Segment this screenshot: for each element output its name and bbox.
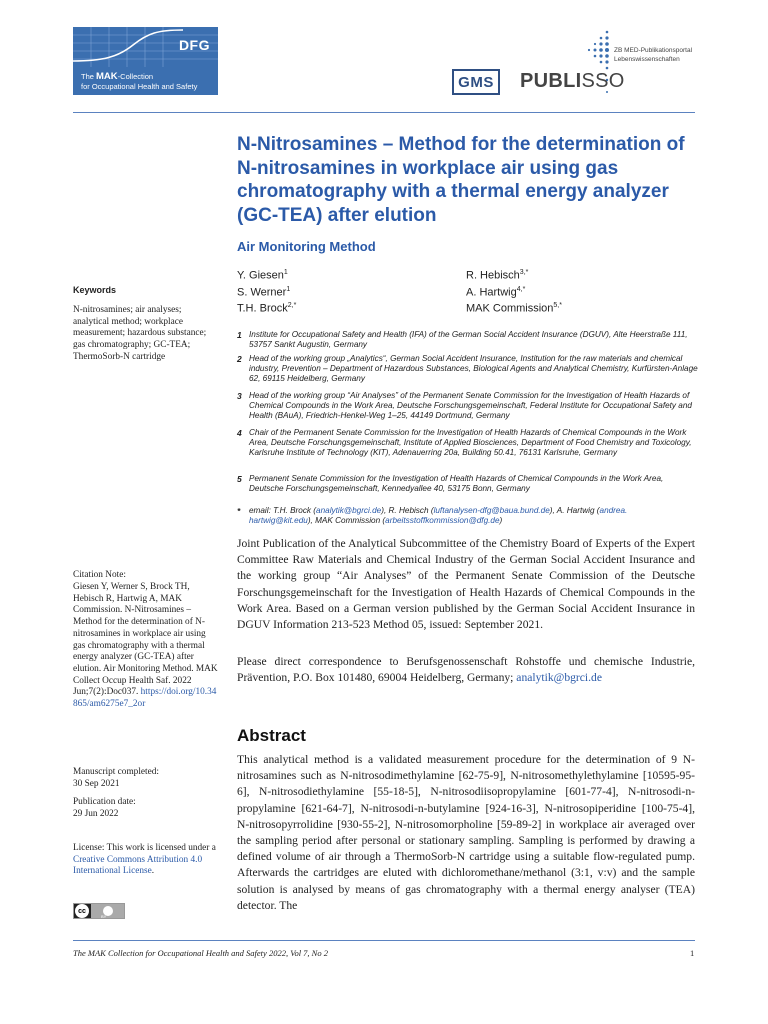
article-type: Air Monitoring Method xyxy=(237,239,376,254)
dfg-logo-text: DFG xyxy=(178,37,210,53)
email-link[interactable]: arbeitsstoffkommission@dfg.de xyxy=(385,516,500,525)
author: A. Hartwig$^{4,*}$ xyxy=(466,286,526,299)
cc-by-label: BY xyxy=(101,914,107,919)
zbmed-line1: ZB MED-Publikationsportal xyxy=(614,47,693,54)
manuscript-label: Manuscript completed: xyxy=(73,767,159,777)
correspondence-email-link[interactable]: analytik@bgrci.de xyxy=(516,671,602,685)
email-line: email: T.H. Brock (analytik@bgrci.de), R. Hebisch (luftanalysen-dfg@baua.bund.de), A. Hartwig (andrea. hartwig@kit.edu), MAK Commission (arbeitsstoffkommission@dfg.de) xyxy=(249,506,628,525)
journal-footer: The MAK Collection for Occupational Health and Safety 2022, Vol 7, No 2 xyxy=(73,948,328,958)
affiliation-number: 4 xyxy=(237,428,242,438)
asterisk-marker: * xyxy=(237,506,241,516)
affiliation-text: Institute for Occupational Safety and Health (IFA) of the German Social Accident Insurance (DGUV), Alte Heerstraße 111, 53757 Sankt Augustin, Germany xyxy=(249,330,688,349)
keywords-list: N-nitrosamines; air analyses; analytical method; workplace measurement; hazardous substance; gas chromatography; GC-TEA; ThermoSorb-N cartridge xyxy=(73,305,207,362)
affiliation-text: Head of the working group „Analytics“, German Social Accident Insurance, Institution for the raw materials and chemical industry, Prevention – Department of Hazardous Substances, Biological Agents and Analytical Chemistry, Kurfürsten-Anlage 62, 69115 Heidelberg, Germany xyxy=(249,354,698,383)
author: T.H. Brock$^{2,*}$ xyxy=(237,302,297,315)
article-title: N-Nitrosamines – Method for the determination of N-nitrosamines in workplace air using gas chromatography with a thermal energy analyzer (GC-TEA) after elution xyxy=(237,134,685,226)
email-link[interactable]: analytik@bgrci.de xyxy=(316,506,382,515)
gms-logo[interactable]: GMS xyxy=(452,69,500,95)
footer-rule xyxy=(73,940,695,941)
affiliation-number: 5 xyxy=(237,474,242,484)
affiliation-number: 1 xyxy=(237,330,242,340)
mak-collection-line2: for Occupational Health and Safety xyxy=(81,82,198,91)
doi-link[interactable]: https://doi.org/10.34865/am6275e7_2or xyxy=(73,687,217,710)
affiliation-text: Chair of the Permanent Senate Commission for the Investigation of Health Hazards of Chemical Compounds in the Work Area, Deutsche Forschungsgemeinschaft, Institute of Applied Biosciences, Department of Food Chemistry and Toxicology, Karlsruhe Institute of Technology (KIT), Adenauerring 20a, Building 50.41, 76131 Karlsruhe, Germany xyxy=(249,428,692,457)
keywords-heading: Keywords xyxy=(73,285,117,295)
publisso-logo[interactable]: PUBLISSO xyxy=(520,70,625,92)
header-rule xyxy=(73,112,695,113)
corresponding-emails xyxy=(237,506,707,528)
affiliation xyxy=(237,330,707,350)
affiliation xyxy=(237,391,707,423)
by-icon xyxy=(91,904,124,918)
license-text: License: This work is licensed under a Creative Commons Attribution 4.0 International License. xyxy=(73,843,216,877)
manuscript-date: 30 Sep 2021 xyxy=(73,779,120,789)
email-link[interactable]: andrea. hartwig@kit.edu xyxy=(249,506,628,525)
cc-by-badge[interactable] xyxy=(73,903,125,919)
author: S. Werner$^1$ xyxy=(237,286,291,299)
publication-note: Joint Publication of the Analytical Subcommittee of the Chemistry Board of Experts of the Expert Committee Raw Materials and Chemical Industry of the German Social Accident Insurance and the working group “Air Analyses” of the Permanent Senate Commission of the Deutsche Forschungsgemeinschaft for the Investigation of Health Hazards of Chemical Compounds in the Work Area. Based on a German version published by the German Social Accident Insurance in DGUV Information 213-523 Method 05, issued: September 2021. xyxy=(237,537,695,632)
affiliation xyxy=(237,354,707,386)
correspondence-note: Please direct correspondence to Berufsgenossenschaft Rohstoffe und chemische Industrie, Prävention, P.O. Box 101480, 69004 Heidelberg, Germany; analytik@bgrci.de xyxy=(237,655,695,685)
affiliation xyxy=(237,474,707,496)
citation-heading: Citation Note: xyxy=(73,570,126,580)
cc-icon: cc xyxy=(75,904,89,918)
mak-collection-line1: The MAK-Collection xyxy=(81,71,154,82)
citation-text: Giesen Y, Werner S, Brock TH, Hebisch R, Hartwig A, MAK Commission. N-Nitrosamines – Method for the determination of N-nitrosamines in workplace air using gas chromatography with a thermal energy analyzer (GC-TEA) after elution. Air Monitoring Method. MAK Collect Occup Health Saf. 2022 Jun;7(2):Doc037. https://doi.org/10.34865/am6275e7_2or xyxy=(73,582,218,710)
author: Y. Giesen$^1$ xyxy=(237,269,288,282)
author: MAK Commission$^{5,*}$ xyxy=(466,302,562,315)
affiliation-text: Head of the working group “Air Analyses” of the Permanent Senate Commission for the Investigation of Health Hazards of Chemical Compounds in the Work Area, Deutsche Forschungsgemeinschaft, Federal Institute for Occupational Safety and Health (BAuA), Friedrich-Henkel-Weg 1–25, 44149 Dortmund, Germany xyxy=(249,391,692,420)
page-number: 1 xyxy=(690,948,695,958)
license-link[interactable]: Creative Commons Attribution 4.0 International License xyxy=(73,854,203,877)
affiliation-number: 2 xyxy=(237,354,242,364)
abstract-heading: Abstract xyxy=(237,726,306,745)
zbmed-line2: Lebenswissenschaften xyxy=(614,56,680,63)
publication-label: Publication date: xyxy=(73,797,136,807)
email-link[interactable]: luftanalysen-dfg@baua.bund.de xyxy=(433,506,550,515)
affiliation-number: 3 xyxy=(237,391,242,401)
affiliation xyxy=(237,428,707,470)
mak-collection-logo[interactable] xyxy=(73,27,218,95)
affiliation-text: Permanent Senate Commission for the Investigation of Health Hazards of Chemical Compounds in the Work Area, Deutsche Forschungsgemeinschaft, Kennedyallee 40, 53175 Bonn, Germany xyxy=(249,474,664,493)
abstract-text: This analytical method is a validated measurement procedure for the determination of 9 N-nitrosamines such as N-nitrosodimethylamine [62-75-9], N-nitrosomethylethylamine [10595-95-6], N-nitrosodiethylamine [55-18-5], N-nitrosodiisopropylamine [601-77-4], N-nitrosodi-n-propylamine [621-64-7], N-nitrosodi-n-butylamine [924-16-3], N-nitrosopiperidine [100-75-4], N-nitrosopyrrolidine [930-55-2], N-nitrosomorpholine [59-89-2] in workplace air averaged over the sampling period after personal or stationary sampling. Sampling is performed by drawing a defined volume of air through a ThermoSorb-N cartridge using a suitable flow-regulated pump. Afterwards the cartridges are eluted with dichloromethane/methanol (3:1, v:v) and the sample solution is analysed by means of gas chromatography with a thermal energy analyser (TEA) detector. The xyxy=(237,753,695,912)
publication-date: 29 Jun 2022 xyxy=(73,809,119,819)
author: R. Hebisch$^{3,*}$ xyxy=(466,269,529,282)
